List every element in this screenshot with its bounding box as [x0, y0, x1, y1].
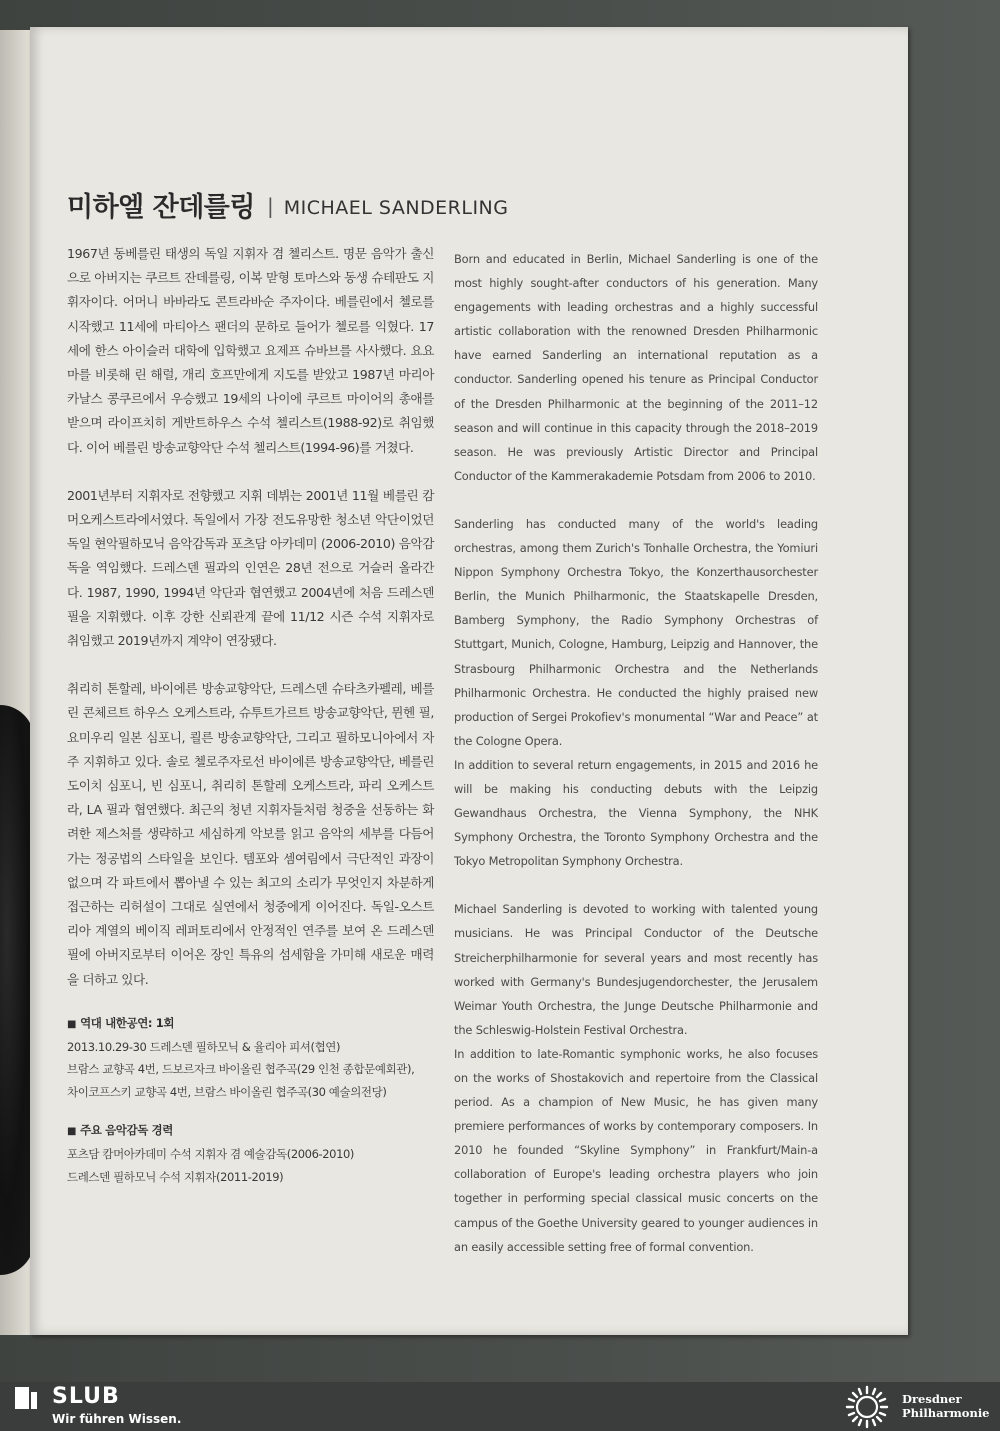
english-paragraph: Born and educated in Berlin, Michael Sanderling is one of the most highly sought-after conductors of his generation. Many engagements with leading orchestras and a highly successful artistic collaboration with the renowned Dresden Philharmonic have earned Sanderling an international reputation as a conductor. Sanderling opened his tenure as Principal Conductor of the Dresden Philharmonic at the beginning of the 2011–12 season and will continue in this capacity through the 2018–2019 season. He was previously Artistic Director and Principal Conductor of the Kammerakademie Potsdam from 2006 to 2010. — [454, 252, 818, 483]
korean-paragraph: 1967년 동베를린 태생의 독일 지휘자 겸 첼리스트. 명문 음악가 출신으로 아버지는 쿠르트 잔데를링, 이복 맏형 토마스와 동생 슈테판도 지휘자이다. 어머니 바바라도 콘트라바순 주자이다. 베를린에서 첼로를 시작했고 11세에 마티아스 팬더의 문하로 들어가 첼로를 익혔다. 17세에 한스 아이슬러 대학에 입학했고 요제프 슈바브를 사사했다. 요요 마를 비롯해 린 해럴, 개리 호프만에게 지도를 받았고 1987년 마리아 카날스 콩쿠르에서 우승했고 19세의 나이에 쿠르트 마이어의 총애를 받으며 라이프치히 게반트하우스 수석 첼리스트(1988-92)로 취임했다. 이어 베를린 방송교향악단 수석 첼리스트(1994-96)를 거쳤다. — [67, 246, 434, 455]
english-paragraph: In addition to several return engagements, in 2015 and 2016 he will be making his conducting debuts with the Leipzig Gewandhaus Orchestra, the Vienna Symphony, the NHK Symphony Orchestra, the Toronto Symphony Orchestra and the Tokyo Metropolitan Symphony Orchestra. — [454, 757, 818, 869]
info-heading: ■ 주요 음악감독 경력 — [67, 1123, 173, 1138]
slub-tagline: Wir führen Wissen. — [52, 1412, 182, 1426]
title-korean: 미하엘 잔데를링 — [67, 192, 255, 223]
info-block-performances — [67, 1012, 434, 1104]
page-title — [67, 185, 509, 224]
english-paragraph: Michael Sanderling is devoted to working with talented young musicians. He was Principal Conductor of the Deutsche Streicherphilharmonie for several years and most recently has worked with Germany's Bundesjugendorchester, the Jerusalem Weimar Youth Orchestra, the Junge Deutsche Philharmonie and the Schleswig-Holstein Festival Orchestra. — [454, 902, 818, 1037]
korean-paragraph: 취리히 톤할레, 바이에른 방송교향악단, 드레스덴 슈타츠카펠레, 베를린 콘체르트 하우스 오케스트라, 슈투트가르트 방송교향악단, 뮌헨 필, 요미우리 일본 심포니, 쾰른 방송교향악단, 그리고 필하모니아에서 자주 지휘하고 있다. 솔로 첼로주자로선 바이에른 방송교향악단, 베를린 도이치 심포니, 빈 심포니, 취리히 톤할레 오케스트라, 파리 오케스트라, LA 필과 협연했다. 최근의 청년 지휘자들처럼 청중을 선동하는 화려한 제스처를 생략하고 세심하게 악보를 읽고 음악의 세부를 다듬어가는 정공법의 스타일을 보인다. 템포와 셈여림에서 극단적인 과장이 없으며 각 파트에서 뽑아낼 수 있는 최고의 소리가 무엇인지 차분하게 접근하는 리허설이 그대로 실연에서 청중에게 이어진다. 독일-오스트리아 계열의 베이직 레퍼토리에서 안정적인 연주를 보여 온 드레스덴 필에 아버지로부터 이어온 장인 특유의 섬세함을 가미해 새로운 매력을 더하고 있다. — [67, 681, 434, 987]
facing-page-photo — [0, 705, 34, 1275]
slub-logo-icon — [14, 1386, 38, 1410]
square-bullet-icon: ■ — [67, 1126, 77, 1138]
english-paragraph: In addition to late-Romantic symphonic works, he also focuses on the works of Shostakovich and repertoire from the Classical period. As a champion of New Music, he has given many premiere performances of works by contemporary composers. In 2010 he founded “Skyline Symphony” in Frankfurt/Main-a collaboration of Europe's leading orchestra players who join together in performing special classical music concerts on the campus of the Goethe University geared to younger audiences in an easily accessible setting free of formal convention. — [454, 1046, 818, 1254]
korean-paragraph: 2001년부터 지휘자로 전향했고 지휘 데뷔는 2001년 11월 베를린 캄머오케스트라에서였다. 독일에서 가장 전도유망한 청소년 악단이었던 독일 현악필하모닉 음악감독과 포츠담 아카데미 (2006-2010) 음악감독을 역임했다. 드레스덴 필과의 인연은 28년 전으로 거슬러 올라간다. 1987, 1990, 1994년 악단과 협연했고 2004년에 처음 드레스덴 필을 지휘했다. 이후 강한 신뢰관계 끝에 11/12 시즌 수석 지휘자로 취임했고 2019년까지 계약이 연장됐다. — [67, 487, 434, 649]
slub-wordmark: SLUB — [52, 1384, 120, 1409]
square-bullet-icon: ■ — [67, 1018, 77, 1030]
korean-column — [67, 242, 434, 1204]
info-line: 브람스 교향곡 4번, 드보르자크 바이올린 협주곡(29 인천 종합문예회관), — [67, 1062, 415, 1077]
info-line: 2013.10.29-30 드레스덴 필하모닉 & 율리아 피셔(협연) — [67, 1039, 341, 1054]
program-page — [30, 27, 908, 1335]
info-heading: ■ 역대 내한공연: 1회 — [67, 1015, 175, 1030]
info-block-career — [67, 1119, 434, 1188]
title-separator: | — [266, 194, 274, 218]
dresdner-philharmonie-logo-icon — [840, 1385, 894, 1429]
english-column — [454, 247, 818, 1259]
info-line: 차이코프스키 교향곡 4번, 브람스 바이올린 협주곡(30 예술의전당) — [67, 1084, 387, 1099]
english-paragraph: Sanderling has conducted many of the world's leading orchestras, among them Zurich's Tonhalle Orchestra, the Yomiuri Nippon Symphony Orchestra Tokyo, the Konzerthausorchester Berlin, the Munich Philharmonic, the Staatskapelle Dresden, Bamberg Symphony, the Radio Symphony Orchestras of Stuttgart, Munich, Cologne, Hamburg, Leipzig and Hannover, the Strasbourg Philharmonic Orchestra and the Netherlands Philharmonic Orchestra. He conducted the highly praised new production of Sergei Prokofiev's monumental “War and Peace” at the Cologne Opera. — [454, 516, 818, 748]
dresdner-philharmonie-wordmark: Dresdner Philharmonie — [902, 1392, 990, 1420]
title-english: MICHAEL SANDERLING — [283, 197, 509, 219]
info-line: 포츠담 캄머아카데미 수석 지휘자 겸 예술감독(2006-2010) — [67, 1147, 355, 1162]
info-line: 드레스덴 필하모닉 수석 지휘자(2011-2019) — [67, 1169, 284, 1184]
